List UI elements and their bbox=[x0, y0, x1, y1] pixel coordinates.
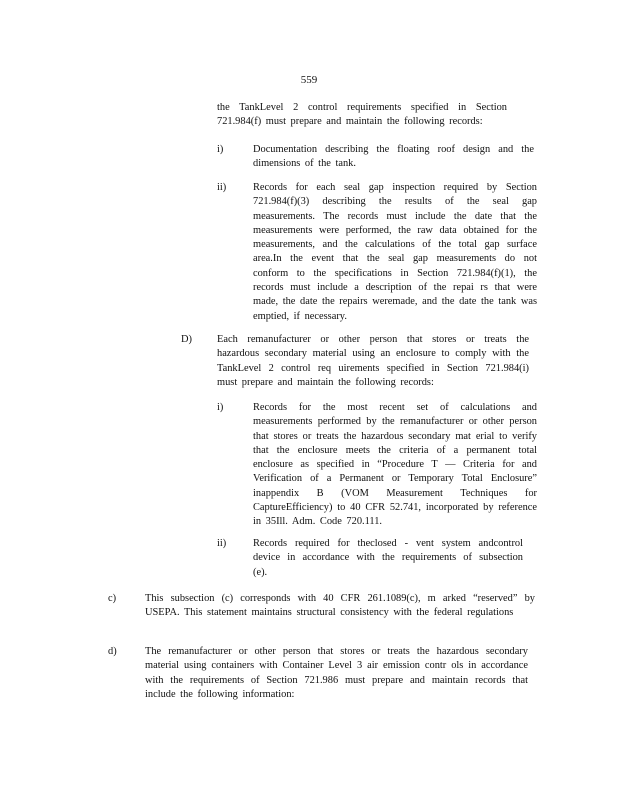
subsection-c-text: This subsection (c) corresponds with 40 CFR 261.1089(c), m arked “reserved” by USEPA. This statement maintains structural consistency with the federal regulations bbox=[145, 593, 535, 619]
intro-paragraph: the TankLevel 2 control requirements specified in Section 721.984(f) must prepare and maintain the following records: bbox=[217, 102, 507, 128]
item-D-ii-text: Records required for theclosed - vent system andcontrol device in accordance with the requirements of subsection (e). bbox=[253, 538, 523, 578]
item-D-ii-label: ii) bbox=[217, 538, 227, 549]
item-D-i-text: Records for the most recent set of calculations and measurements performed by the remanufacturer or other person that stores or treats the hazardous secondary mat erial to verify that the enclosure meets the criteria of a permanent total enclosure as specified in “Procedure T — Criteria for and Verification of a Permanent or Temporary Total Enclosure” inappendix B (VOM Measurement Techniques for CaptureEfficiency) to 40 CFR 52.741, incorporated by reference in 35Ill. Adm. Code 720.111. bbox=[253, 402, 537, 528]
item-c-i-text: Documentation describing the floating roof design and the dimensions of the tank. bbox=[253, 144, 534, 170]
item-D-i-label: i) bbox=[217, 402, 224, 413]
item-c-i-label: i) bbox=[217, 144, 224, 155]
item-D-label: D) bbox=[181, 334, 192, 345]
subsection-d-text: The remanufacturer or other person that stores or treats the hazardous secondary material using containers with Container Level 3 air emission contr ols in accordance with the requirements of Section 721.986 must prepare and maintain records that include the following information: bbox=[145, 646, 528, 700]
item-D-text: Each remanufacturer or other person that stores or treats the hazardous secondary material using an enclosure to comply with the TankLevel 2 control req uirements specified in Section 721.984(i) must prepare and maintain the following records: bbox=[217, 334, 529, 388]
item-c-ii-label: ii) bbox=[217, 182, 227, 193]
subsection-c-label: c) bbox=[108, 593, 117, 604]
page-number: 559 bbox=[300, 74, 318, 86]
subsection-d-label: d) bbox=[108, 646, 117, 657]
item-c-ii-text: Records for each seal gap inspection required by Section 721.984(f)(3) describing the results of the seal gap measurements. The records must include the date that the measurements were performed, the raw data obtained for the measurements, and the calculations of the total gap surface area.In the event that the seal gap measurements do not conform to the specifications in Section 721.984(f)(1), the records must include a description of the repai rs that were made, the date the repairs weremade, and the date the tank was emptied, if necessary. bbox=[253, 182, 537, 322]
